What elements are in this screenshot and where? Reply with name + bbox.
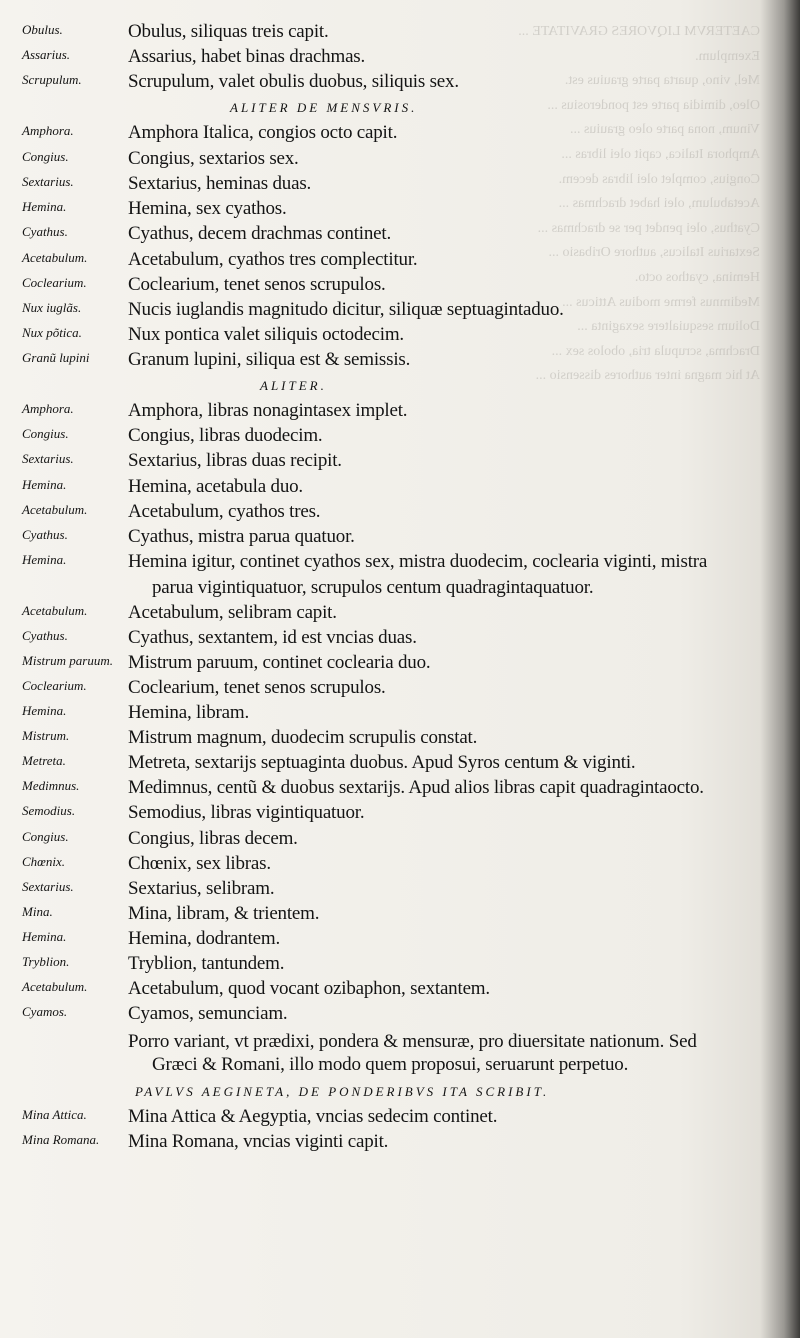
body-text: Hemina, acetabula duo. bbox=[128, 476, 303, 497]
text-line bbox=[0, 399, 800, 425]
margin-note: Hemina. bbox=[22, 477, 67, 492]
margin-note: Chœnix. bbox=[22, 854, 65, 869]
bleed-line: Dolium sesquialtere sexaginta ... bbox=[577, 319, 760, 335]
margin-note: Assarius. bbox=[22, 47, 71, 62]
body-text: Chœnix, sex libras. bbox=[128, 853, 271, 874]
body-text: Mistrum paruum, continet coclearia duo. bbox=[128, 652, 431, 673]
bleed-line: CAETERVM LIQVORES GRAVITATE ... bbox=[518, 24, 760, 39]
text-line bbox=[0, 852, 800, 878]
text-line bbox=[0, 70, 800, 96]
text-line bbox=[0, 626, 800, 652]
margin-note: Hemina. bbox=[22, 703, 67, 718]
margin-note: Obulus. bbox=[22, 22, 63, 37]
text-line bbox=[0, 877, 800, 903]
body-text: Mina, libram, & trientem. bbox=[128, 903, 320, 924]
body-text: Obulus, siliquas treis capit. bbox=[128, 21, 329, 42]
body-text: Scrupulum, valet obulis duobus, siliquis sex. bbox=[128, 71, 459, 92]
text-line bbox=[0, 147, 800, 173]
body-text: Acetabulum, cyathos tres complectitur. bbox=[128, 249, 418, 270]
text-line bbox=[0, 1105, 800, 1131]
margin-note: Sextarius. bbox=[22, 879, 74, 894]
text-line bbox=[0, 977, 800, 1003]
body-text: Acetabulum, selibram capit. bbox=[128, 602, 337, 623]
body-text: Semodius, libras vigintiquatuor. bbox=[128, 802, 365, 823]
section-heading-text: ALITER DE MENSVRIS. bbox=[230, 100, 418, 115]
section-heading-text: PAVLVS AEGINETA, DE PONDERIBVS ITA SCRIBIT. bbox=[135, 1084, 550, 1099]
text-line bbox=[0, 726, 800, 752]
text-line bbox=[0, 927, 800, 953]
margin-note: Mistrum paruum. bbox=[22, 653, 114, 668]
margin-note: Congius. bbox=[22, 426, 69, 441]
text-line bbox=[0, 651, 800, 677]
margin-note: Tryblion. bbox=[22, 954, 70, 969]
margin-note: Acetabulum. bbox=[22, 603, 88, 618]
margin-note: Medimnus. bbox=[22, 778, 80, 793]
text-line bbox=[0, 45, 800, 71]
margin-note: Acetabulum. bbox=[22, 502, 88, 517]
body-text: Congius, sextarios sex. bbox=[128, 148, 299, 169]
body-text: Coclearium, tenet senos scrupulos. bbox=[128, 677, 386, 698]
text-line bbox=[0, 323, 800, 349]
body-text: Cyathus, sextantem, id est vncias duas. bbox=[128, 627, 417, 648]
text-line bbox=[0, 424, 800, 450]
margin-note: Mina Attica. bbox=[22, 1107, 87, 1122]
margin-note: Cyathus. bbox=[22, 527, 68, 542]
bleed-line: Oleo, dimidia parte est ponderosius ... bbox=[547, 97, 760, 113]
text-line bbox=[0, 751, 800, 777]
margin-note: Amphora. bbox=[22, 401, 74, 416]
margin-note: Nux iuglãs. bbox=[22, 300, 82, 315]
text-line bbox=[0, 601, 800, 627]
bleed-line: Cyathus, olei pendet per se drachmas ... bbox=[537, 220, 760, 236]
bleed-line: Amphora Italica, capit olei libras ... bbox=[561, 146, 760, 162]
margin-note: Mina Romana. bbox=[22, 1132, 100, 1147]
body-text: Metreta, sextarijs septuaginta duobus. Apud Syros centum & viginti. bbox=[128, 752, 636, 773]
bleed-line: Exemplum. bbox=[695, 48, 760, 64]
text-line bbox=[0, 1002, 800, 1028]
body-text: Hemina, sex cyathos. bbox=[128, 198, 287, 219]
margin-note: Mina. bbox=[22, 904, 53, 919]
text-line bbox=[0, 952, 800, 978]
text-line bbox=[0, 525, 800, 551]
margin-note: Acetabulum. bbox=[22, 979, 88, 994]
text-line bbox=[0, 273, 800, 299]
text-line bbox=[0, 20, 800, 46]
text-line bbox=[0, 1053, 800, 1079]
bleed-line: Sextarius Italicus, authore Oribasio ... bbox=[548, 245, 760, 261]
text-line bbox=[0, 676, 800, 702]
body-text: Cyathus, decem drachmas continet. bbox=[128, 223, 392, 244]
text-line bbox=[0, 902, 800, 928]
section-heading-text: ALITER. bbox=[260, 378, 327, 393]
bleed-line: Acetabulum, olei habet drachmas ... bbox=[558, 196, 760, 212]
margin-note: Cyathus. bbox=[22, 224, 68, 239]
body-text: Congius, libras duodecim. bbox=[128, 425, 323, 446]
body-text: Assarius, habet binas drachmas. bbox=[128, 46, 366, 67]
body-text: parua vigintiquatuor, scrupulos centum quadragintaquatuor. bbox=[152, 577, 594, 598]
body-text: Congius, libras decem. bbox=[128, 828, 298, 849]
body-text: Mina Attica & Aegyptia, vncias sedecim continet. bbox=[128, 1106, 498, 1127]
margin-note: Nux põtica. bbox=[22, 325, 82, 340]
margin-note: Granũ lupini bbox=[22, 350, 90, 365]
body-text: Amphora Italica, congios octo capit. bbox=[128, 122, 398, 143]
margin-note: Coclearium. bbox=[22, 678, 87, 693]
text-line bbox=[0, 701, 800, 727]
body-text: Hemina, dodrantem. bbox=[128, 928, 281, 949]
margin-note: Scrupulum. bbox=[22, 72, 82, 87]
margin-note: Cyamos. bbox=[22, 1004, 68, 1019]
text-line bbox=[0, 172, 800, 198]
margin-note: Metreta. bbox=[22, 753, 66, 768]
bleed-line: Drachma, scrupula tria, obolos sex ... bbox=[551, 343, 760, 359]
margin-note: Congius. bbox=[22, 829, 69, 844]
margin-note: Hemina. bbox=[22, 552, 67, 567]
body-text: Mistrum magnum, duodecim scrupulis constat. bbox=[128, 727, 478, 748]
body-text: Sextarius, heminas duas. bbox=[128, 173, 312, 194]
body-text: Acetabulum, cyathos tres. bbox=[128, 501, 321, 522]
section-heading bbox=[0, 1080, 800, 1106]
text-line bbox=[0, 1130, 800, 1156]
margin-note: Acetabulum. bbox=[22, 250, 88, 265]
body-text: Granum lupini, siliqua est & semissis. bbox=[128, 349, 411, 370]
bleed-line: Hemina, cyathos octo. bbox=[634, 269, 760, 285]
text-line bbox=[0, 550, 800, 576]
bleed-line: Congius, complet olei libras decem. bbox=[558, 171, 760, 187]
body-text: Acetabulum, quod vocant ozibaphon, sextantem. bbox=[128, 978, 490, 999]
text-line bbox=[0, 500, 800, 526]
text-line bbox=[0, 248, 800, 274]
body-text: Sextarius, selibram. bbox=[128, 878, 275, 899]
text-line bbox=[0, 449, 800, 475]
text-line bbox=[0, 801, 800, 827]
margin-note: Sextarius. bbox=[22, 451, 74, 466]
text-line bbox=[0, 827, 800, 853]
text-line bbox=[0, 222, 800, 248]
body-text: Sextarius, libras duas recipit. bbox=[128, 450, 342, 471]
margin-note: Hemina. bbox=[22, 929, 67, 944]
margin-note: Coclearium. bbox=[22, 275, 87, 290]
margin-note: Congius. bbox=[22, 149, 69, 164]
margin-note: Hemina. bbox=[22, 199, 67, 214]
body-text: Amphora, libras nonagintasex implet. bbox=[128, 400, 408, 421]
body-text: Græci & Romani, illo modo quem proposui, seruarunt perpetuo. bbox=[152, 1054, 629, 1075]
section-heading bbox=[0, 374, 800, 400]
text-line bbox=[0, 197, 800, 223]
body-text: Cyamos, semunciam. bbox=[128, 1003, 288, 1024]
text-line bbox=[0, 576, 800, 602]
body-text: Mina Romana, vncias viginti capit. bbox=[128, 1131, 389, 1152]
margin-note: Semodius. bbox=[22, 803, 76, 818]
body-text: Nucis iuglandis magnitudo dicitur, siliquæ septuagintaduo. bbox=[128, 299, 564, 320]
text-line bbox=[0, 121, 800, 147]
text-line bbox=[0, 348, 800, 374]
body-text: Cyathus, mistra parua quatuor. bbox=[128, 526, 355, 547]
bleed-line: Vinum, nona parte oleo grauius ... bbox=[569, 122, 760, 138]
body-text: Tryblion, tantundem. bbox=[128, 953, 285, 974]
margin-note: Cyathus. bbox=[22, 628, 68, 643]
margin-note: Sextarius. bbox=[22, 174, 74, 189]
bleed-line: Mel, vino, quarta parte grauius est. bbox=[564, 73, 760, 89]
section-heading bbox=[0, 96, 800, 122]
margin-note: Amphora. bbox=[22, 123, 74, 138]
body-text: Hemina, libram. bbox=[128, 702, 249, 723]
body-text: Nux pontica valet siliquis octodecim. bbox=[128, 324, 404, 345]
margin-note: Mistrum. bbox=[22, 728, 70, 743]
body-text: Medimnus, centũ & duobus sextarijs. Apud alios libras capit quadragintaocto. bbox=[128, 777, 704, 798]
bleed-line: Medimnus ferme modius Atticus ... bbox=[562, 294, 760, 310]
text-line bbox=[0, 298, 800, 324]
body-text: Hemina igitur, continet cyathos sex, mistra duodecim, coclearia viginti, mistra bbox=[128, 551, 708, 572]
body-text: Porro variant, vt prædixi, pondera & mensuræ, pro diuersitate nationum. Sed bbox=[128, 1031, 697, 1052]
body-text: Coclearium, tenet senos scrupulos. bbox=[128, 274, 386, 295]
text-line bbox=[0, 475, 800, 501]
text-line bbox=[0, 776, 800, 802]
bleed-line: At hic magna inter authores dissensio ... bbox=[535, 368, 760, 384]
